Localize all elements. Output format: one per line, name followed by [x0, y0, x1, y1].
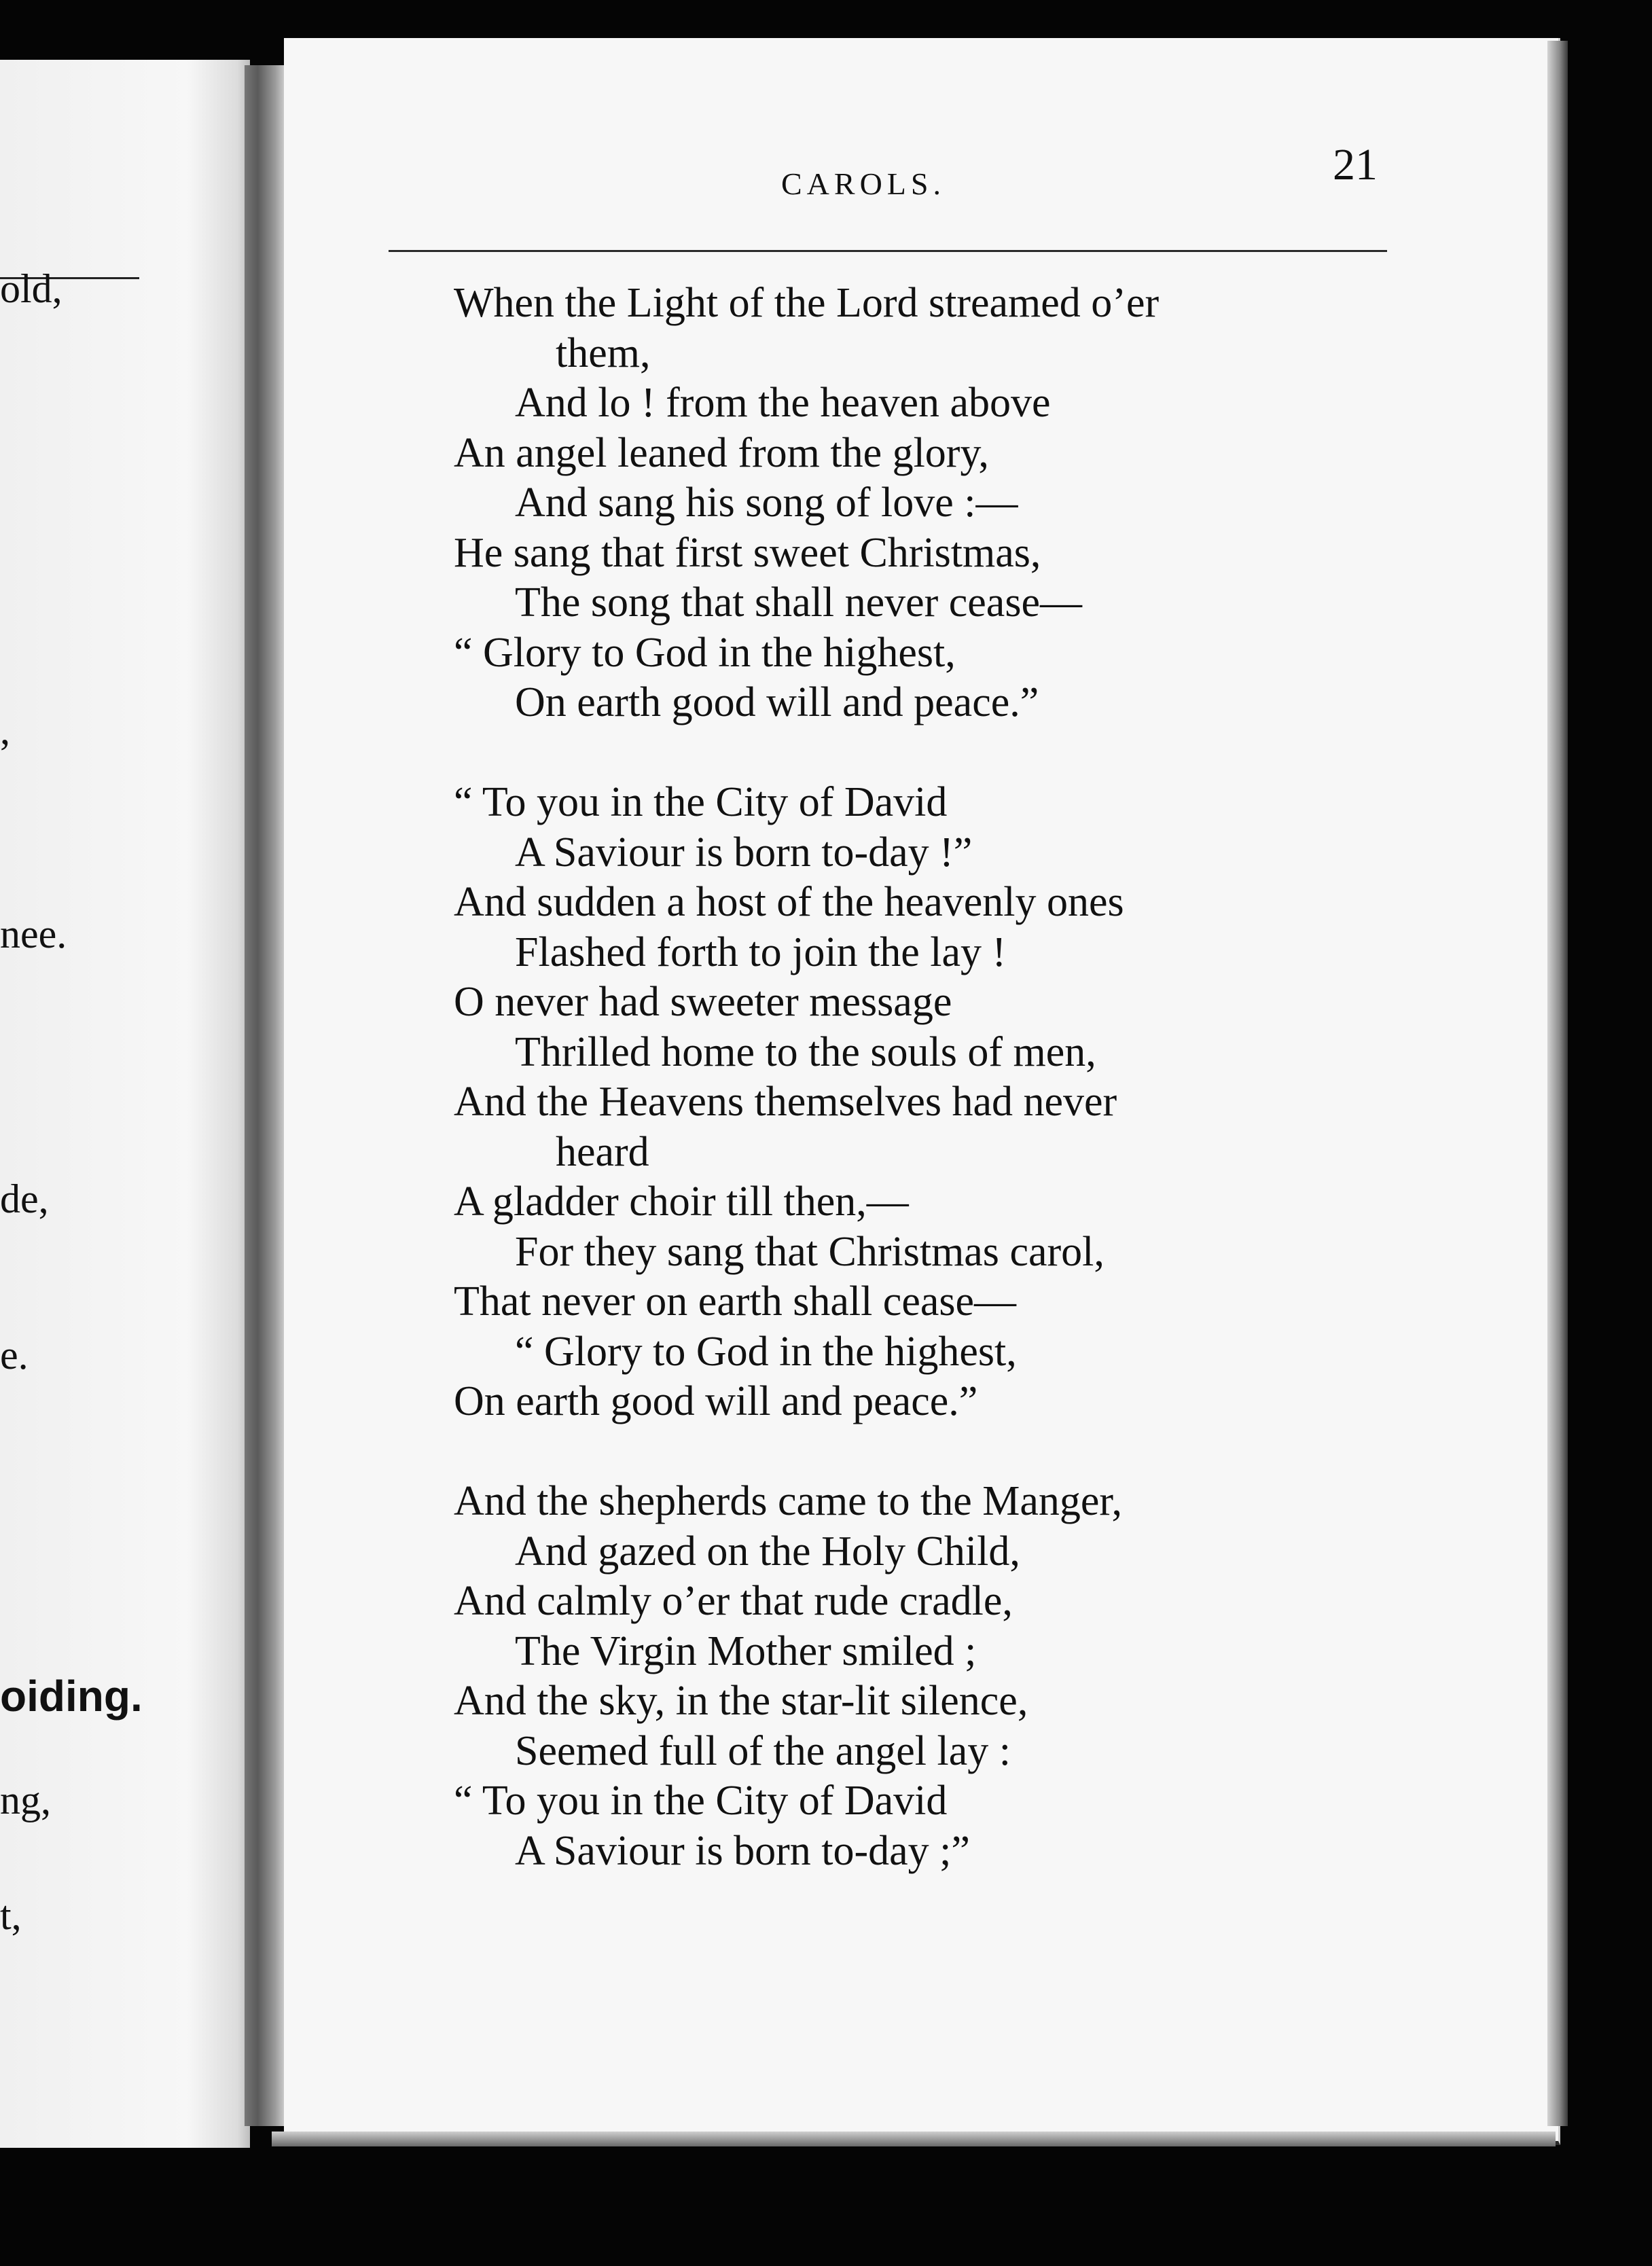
poem-line: On earth good will and peace.”	[454, 1378, 978, 1424]
poem-line: And lo ! from the heaven above	[515, 380, 1051, 426]
poem-line: “ To you in the City of David	[454, 1778, 948, 1824]
left-page-fragment: t,	[0, 1893, 22, 1938]
poem-line: And the shepherds came to the Manger,	[454, 1478, 1123, 1524]
page-edge-shadow	[1547, 41, 1568, 2126]
poem-line: And the Heavens themselves had never	[454, 1079, 1117, 1125]
poem-line: And calmly o’er that rude cradle,	[454, 1578, 1013, 1624]
poem-line: them,	[556, 329, 651, 376]
stanza	[454, 1477, 1473, 1876]
stanza-gap	[454, 1427, 1473, 1477]
poem-line: And the sky, in the star-lit silence,	[454, 1678, 1028, 1724]
left-page-fragment: old,	[0, 266, 62, 311]
running-head-rule	[389, 250, 1387, 252]
poem-line: A Saviour is born to-day !”	[515, 829, 973, 876]
poem-line: A Saviour is born to-day ;”	[515, 1827, 970, 1874]
right-page	[284, 38, 1560, 2145]
poem-line: An angel leaned from the glory,	[454, 429, 989, 476]
poem-line: And gazed on the Holy Child,	[515, 1528, 1020, 1575]
poem-line: O never had sweeter message	[454, 979, 952, 1025]
left-page-fragment: oiding.	[0, 1672, 143, 1721]
poem-line: For they sang that Christmas carol,	[515, 1228, 1105, 1275]
poem-line: Seemed full of the angel lay :	[515, 1727, 1011, 1774]
poem-line: “ Glory to God in the highest,	[515, 1328, 1017, 1375]
left-page-fragment: e.	[0, 1333, 29, 1378]
page-number: 21	[1333, 140, 1378, 190]
left-page-fragment: ,	[0, 708, 10, 753]
stanza-gap	[454, 728, 1473, 778]
left-page-fragment: nee.	[0, 912, 67, 956]
running-head: CAROLS.	[781, 166, 946, 201]
poem-line: On earth good will and peace.”	[515, 679, 1039, 725]
poem-line: The song that shall never cease—	[515, 579, 1082, 626]
poem-line: He sang that first sweet Christmas,	[454, 529, 1041, 576]
poem-line: “ To you in the City of David	[454, 779, 948, 825]
book-gutter	[245, 65, 288, 2126]
poem-line: heard	[556, 1128, 649, 1175]
poem-line: Thrilled home to the souls of men,	[515, 1028, 1096, 1075]
stanza	[454, 278, 1473, 728]
left-page	[0, 60, 250, 2148]
poem-line: “ Glory to God in the highest,	[454, 629, 956, 676]
page-bottom-edge	[272, 2132, 1556, 2146]
poem-line: A gladder choir till then,—	[454, 1179, 909, 1225]
left-page-fragment: ng,	[0, 1778, 51, 1822]
poem-line: And sudden a host of the heavenly ones	[454, 879, 1124, 925]
left-page-fragment: de,	[0, 1176, 49, 1221]
poem-line: And sang his song of love :—	[515, 480, 1018, 526]
poem-line: Flashed forth to join the lay !	[515, 929, 1007, 975]
stanza	[454, 778, 1473, 1427]
poem-body	[454, 278, 1473, 1876]
poem-line: When the Light of the Lord streamed o’er	[454, 280, 1160, 326]
poem-line: The Virgin Mother smiled ;	[515, 1627, 977, 1674]
poem-line: That never on earth shall cease—	[454, 1278, 1017, 1325]
